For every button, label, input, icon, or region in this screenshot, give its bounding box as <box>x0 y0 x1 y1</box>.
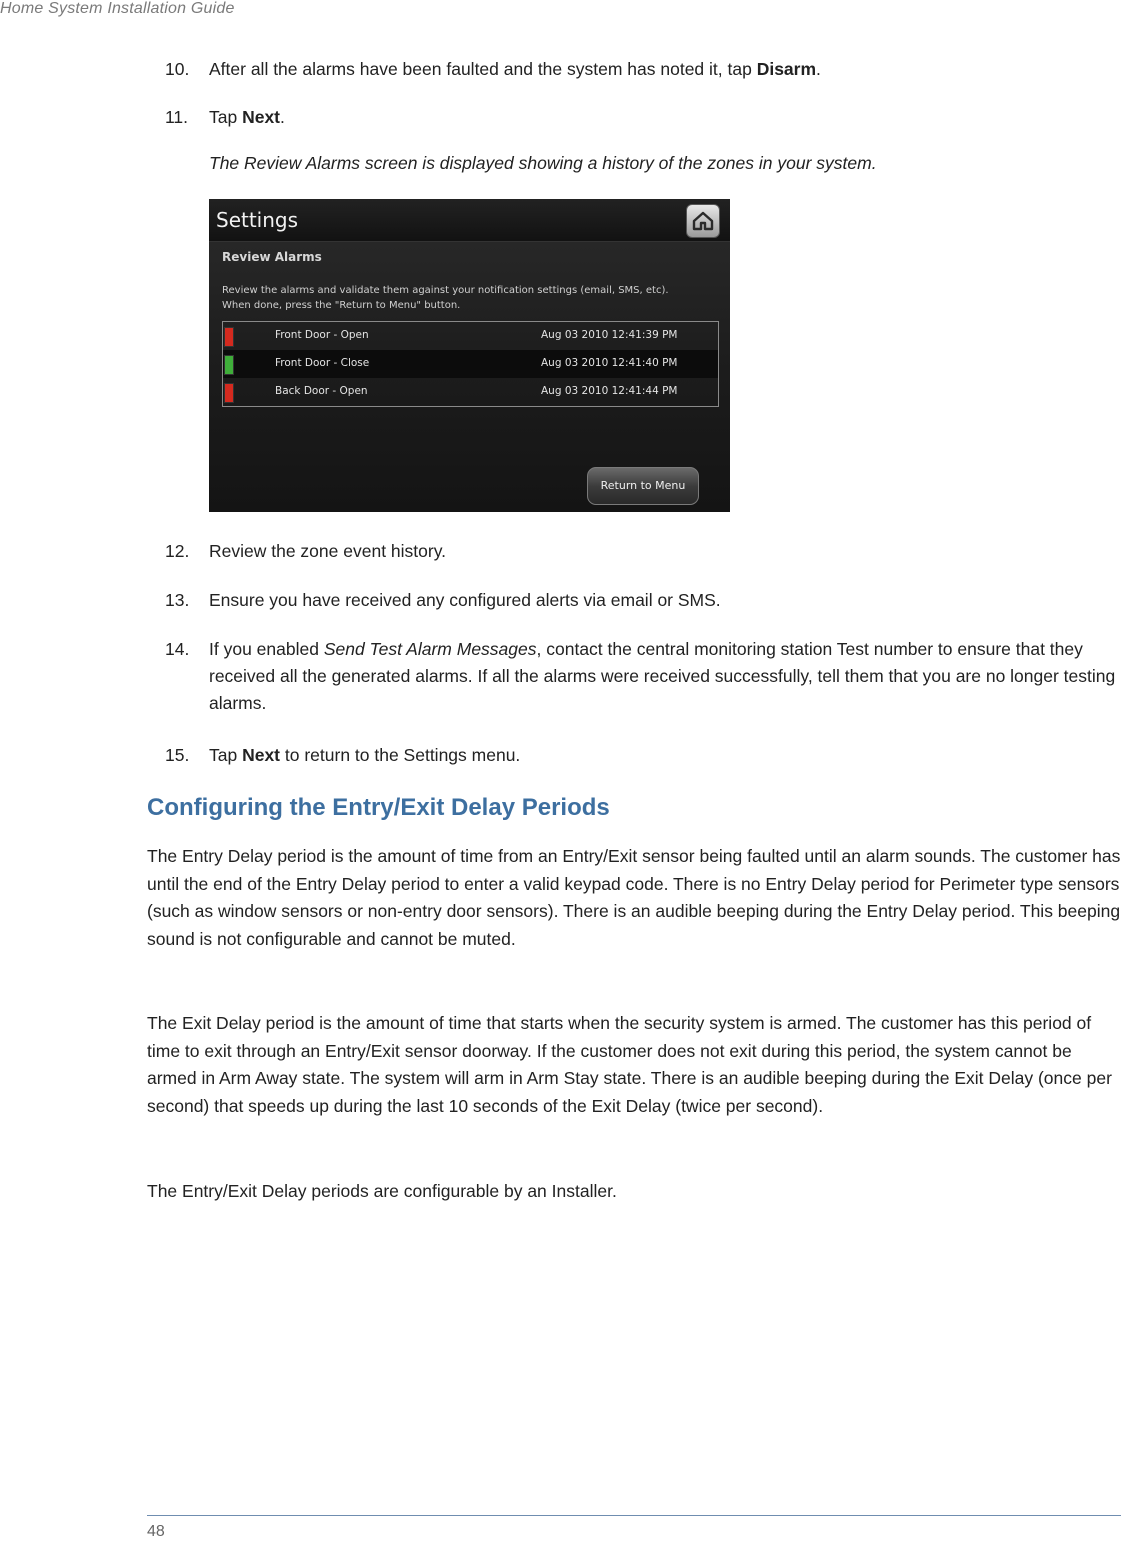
alarm-timestamp: Aug 03 2010 12:41:40 PM <box>541 357 678 369</box>
home-icon <box>691 209 715 233</box>
step-text-part: . <box>280 107 285 127</box>
step-text: Review the zone event history. <box>209 541 447 561</box>
alarm-row[interactable] <box>223 322 718 350</box>
alarm-list <box>222 321 719 407</box>
review-alarms-screenshot <box>209 199 730 512</box>
step-bold-term: Next <box>242 107 281 127</box>
alarm-row[interactable] <box>223 350 718 378</box>
figure-caption: The Review Alarms screen is displayed showing a history of the zones in your system. <box>209 153 877 173</box>
alarm-timestamp: Aug 03 2010 12:41:44 PM <box>541 385 678 397</box>
alarm-status-indicator <box>224 383 234 403</box>
step-text-part: . <box>816 59 821 79</box>
step-text <box>209 104 1123 131</box>
step-text: Ensure you have received any configured alerts via email or SMS. <box>209 590 721 610</box>
alarm-row[interactable] <box>223 378 718 406</box>
footer-rule <box>147 1515 1121 1516</box>
paragraph-configurable: The Entry/Exit Delay periods are configurable by an Installer. <box>147 1181 617 1201</box>
step-bold-term: Disarm <box>756 59 817 79</box>
step-text <box>209 636 1123 717</box>
alarm-label: Back Door - Open <box>275 385 368 397</box>
step-number: 12. <box>165 541 190 561</box>
screen-subtitle: Review Alarms <box>222 250 322 264</box>
paragraph-exit-delay: The Exit Delay period is the amount of time that starts when the security system is armed. The customer has this period of time to exit through an Entry/Exit sensor doorway. If the customer does not exit during this period, the system cannot be armed in Arm Away state. The system will arm in Arm Stay state. There is an audible beeping during the Exit Delay (once per second) that speeds up during the last 10 seconds of the Exit Delay (twice per second). <box>147 1013 1112 1116</box>
step-text <box>209 56 1123 83</box>
step-bold-term: Next <box>242 745 281 765</box>
step-number: 14. <box>165 639 190 659</box>
home-button[interactable] <box>686 204 720 238</box>
paragraph-entry-delay: The Entry Delay period is the amount of time from an Entry/Exit sensor being faulted until an alarm sounds. The customer has until the end of the Entry Delay period to enter a valid keypad code. There is no Entry Delay period for Perimeter type sensors (such as window sensors or non-entry door sensors). There is an audible beeping during the Entry Delay period. This beeping sound is not configurable and cannot be muted. <box>147 846 1121 949</box>
step-text-part: If you enabled <box>209 639 324 659</box>
alarm-timestamp: Aug 03 2010 12:41:39 PM <box>541 329 678 341</box>
step-text <box>209 742 1123 769</box>
return-to-menu-button[interactable]: Return to Menu <box>587 467 699 505</box>
step-number: 13. <box>165 590 190 610</box>
step-italic-term: Send Test Alarm Messages <box>323 639 537 659</box>
step-text-part: , contact the central monitoring station Test number to ensure that they received all the generated alarms. If all the alarms were received successfully, tell them that you are no longer testing alarms. <box>209 639 1116 713</box>
screen-title: Settings <box>216 208 299 232</box>
step-text-part: After all the alarms have been faulted and the system has noted it, tap <box>209 59 757 79</box>
step-number: 10. <box>165 59 190 79</box>
step-text-part: to return to the Settings menu. <box>280 745 521 765</box>
section-heading: Configuring the Entry/Exit Delay Periods <box>147 794 610 821</box>
alarm-status-indicator <box>224 355 234 375</box>
running-header: Home System Installation Guide <box>0 0 235 17</box>
step-number: 11. <box>165 107 189 127</box>
step-text-part: Tap <box>209 745 243 765</box>
alarm-status-indicator <box>224 327 234 347</box>
alarm-label: Front Door - Close <box>275 357 370 369</box>
page-number: 48 <box>147 1523 165 1540</box>
alarm-label: Front Door - Open <box>275 329 369 341</box>
screen-instructions: Review the alarms and validate them against your notification settings (email, SMS, etc). When done, press the "Return to Menu" button. <box>222 285 669 311</box>
screen-titlebar <box>209 199 730 242</box>
step-text-part: Tap <box>209 107 243 127</box>
step-number: 15. <box>165 745 190 765</box>
